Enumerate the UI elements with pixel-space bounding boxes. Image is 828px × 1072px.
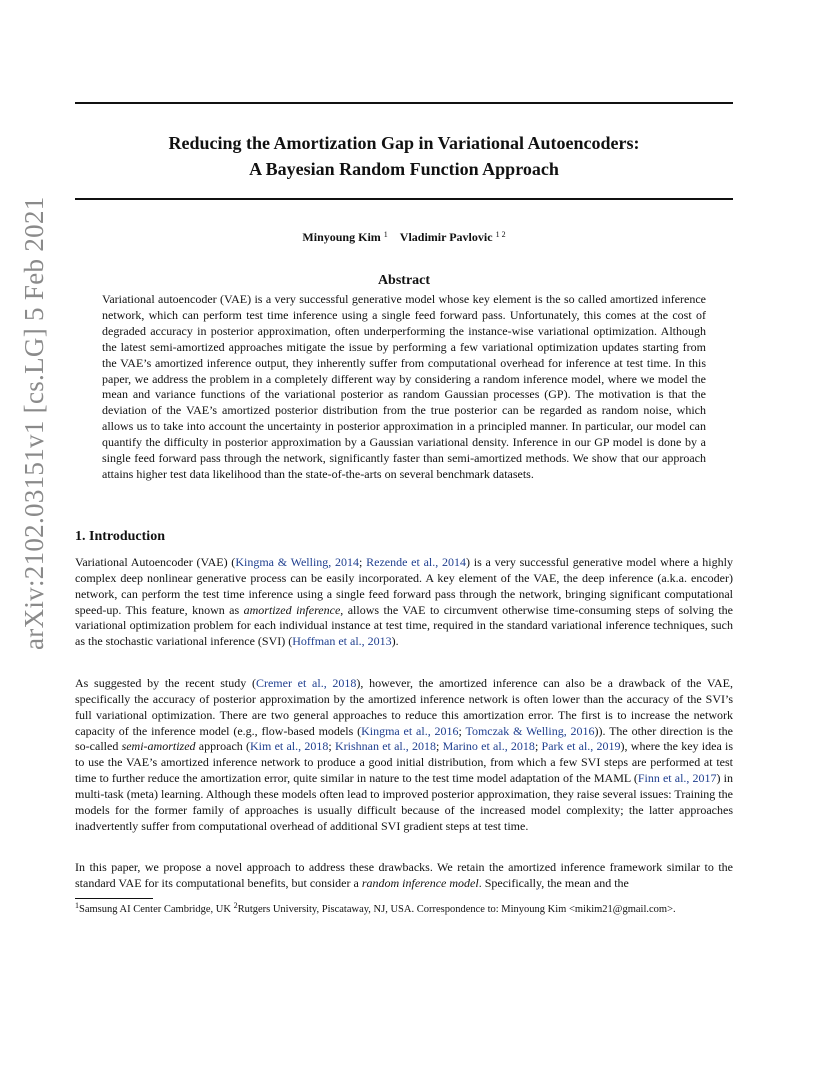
intro-paragraph-1: [75, 555, 733, 650]
emphasis-text: random inference model: [361, 875, 479, 890]
text-run: ;: [328, 739, 335, 754]
text-run: ) in multi-task (meta) learning. Although these models often lead to improved posterior approximation, they raise several issues: Training the models for the former family of approaches is usually difficult because of the increased model complexity; the latter approaches inadvertently suffer from computational overhead of additional SVI gradient steps at test time.: [75, 771, 733, 833]
text-run: ).: [391, 634, 399, 649]
title-rule-bottom: [75, 198, 733, 200]
text-run: )). The other direction is the so-called: [75, 723, 733, 754]
text-run: ), however, the amortized inference can also be a drawback of the VAE, specifically the accuracy of posterior approximation by the amortized inference network is often lower than the accuracy of the SVI’s full variational optimization. There are two general approaches to reduce this amortization error. The first is to increase the network capacity of the inference model (e.g., flow-based models (: [75, 676, 733, 738]
text-run: As suggested by the recent study (: [75, 676, 256, 690]
citation-link[interactable]: Kim et al., 2018: [250, 739, 329, 754]
text-run: approach (: [195, 739, 251, 754]
title-line-1: Reducing the Amortization Gap in Variational Autoencoders:: [168, 133, 640, 153]
emphasis-text: semi-amortized: [121, 739, 196, 754]
text-run: ;: [458, 723, 466, 738]
intro-paragraph-3: [75, 860, 733, 892]
citation-link[interactable]: Kingma et al., 2016: [361, 723, 459, 738]
abstract-heading: Abstract: [377, 273, 431, 288]
citation-link[interactable]: Hoffman et al., 2013: [292, 634, 392, 649]
abstract-text: Variational autoencoder (VAE) is a very successful generative model whose key element is the so called amortized inference network, which can perform test time inference using a single feed forward pass. Unfortunately, this comes at the cost of degraded accuracy in posterior approximation, often underperforming the instance-wise variational optimization. Although the latest semi-amortized approaches mitigate the issue by performing a few variational optimization updates starting from the VAE’s amortized inference output, they inherently suffer from computational overhead for inference at test time. In this paper, we address the problem in a completely different way by considering a random inference model, where we model the mean and variance functions of the variational posterior as random Gaussian processes (GP). The motivation is that the deviation of the VAE’s amortized posterior distribution from the true posterior can be regarded as random noise, which allows us to take into account the uncertainty in posterior approximation in a principled manner. In particular, our model can quantify the difficulty in posterior approximation by a Gaussian variational density. Inference in our GP model is done by a single feed forward pass through the network, significantly faster than semi-amortized methods. We show that our approach attains higher test data likelihood than the state-of-the-arts on several benchmark datasets.: [102, 292, 706, 481]
citation-link[interactable]: Marino et al., 2018: [442, 739, 535, 754]
citation-link[interactable]: Rezende et al., 2014: [366, 555, 466, 569]
text-run: In this paper, we propose a novel approach to address these drawbacks. We retain the amortized inference framework similar to the standard VAE for its computational benefits, but consider a: [75, 860, 733, 890]
text-run: . Specifically, the mean and the: [478, 875, 629, 890]
footnote-marker: 2: [233, 901, 238, 910]
text-run: ) is a very successful generative model where a highly complex deep nonlinear generative process can be easily incorporated. A key element of the VAE, the deep inference (a.k.a. encoder) network, can perform the test time inference using a single feed forward pass through the network, bringing significant computational speed-up. This feature, known as: [75, 555, 733, 617]
citation-link[interactable]: Finn et al., 2017: [637, 771, 717, 786]
text-run: Samsung AI Center Cambridge, UK: [79, 904, 234, 915]
author-name: Vladimir Pavlovic: [399, 230, 493, 244]
emphasis-text: amortized inference: [243, 602, 341, 617]
citation-link[interactable]: Kingma & Welling, 2014: [235, 555, 360, 569]
citation-link[interactable]: Tomczak & Welling, 2016: [465, 723, 595, 738]
citation-link[interactable]: Krishnan et al., 2018: [334, 739, 436, 754]
text-run: ;: [359, 555, 367, 569]
text-run: ), where the key idea is to use the VAE’s amortized inference network to produce a good initial distribution, from which a few SVI steps are performed at test time to further reduce the amortization error, quite similar in nature to the test time model adaptation of the MAML (: [75, 739, 734, 786]
text-run: ;: [436, 739, 443, 754]
author-list: [75, 230, 733, 245]
arxiv-identifier-stamp: arXiv:2102.03151v1 [cs.LG] 5 Feb 2021: [19, 196, 49, 650]
intro-paragraph-2: [75, 676, 733, 834]
text-run: Variational Autoencoder (VAE) (: [75, 555, 236, 569]
author-name: Minyoung Kim: [302, 230, 381, 244]
text-run: , allows the VAE to circumvent otherwise time-consuming steps of solving the variational optimization problem for each individual instance at test time, required in the standard variational inference techniques, such as the stochastic variational inference (SVI) (: [75, 602, 733, 649]
affiliation-footnote: [75, 903, 733, 917]
author-affiliation: 1 2: [495, 230, 506, 239]
title-rule-top: [75, 102, 733, 104]
citation-link[interactable]: Cremer et al., 2018: [255, 676, 357, 690]
text-run: ;: [534, 739, 542, 754]
author-affiliation: 1: [383, 230, 388, 239]
title-line-2: A Bayesian Random Function Approach: [249, 159, 559, 179]
section-heading-introduction: 1. Introduction: [75, 529, 165, 544]
footnote-rule: [75, 898, 153, 899]
citation-link[interactable]: Park et al., 2019: [541, 739, 621, 754]
footnote-marker: 1: [75, 901, 79, 910]
paper-title: [75, 130, 733, 182]
text-run: Rutgers University, Piscataway, NJ, USA. Correspondence to: Minyoung Kim <mikim21@gmail.com>.: [237, 904, 676, 915]
